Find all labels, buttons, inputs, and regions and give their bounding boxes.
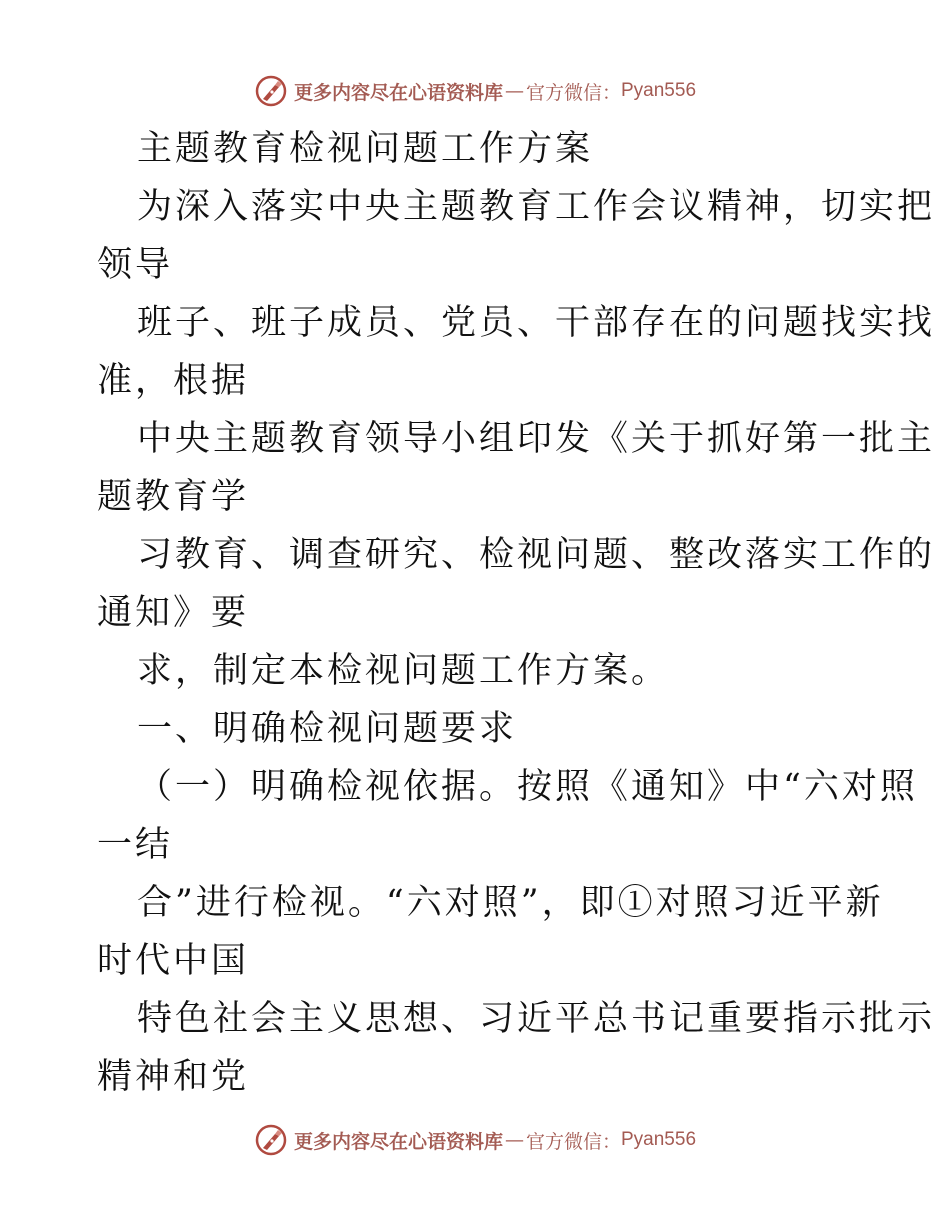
pen-nib-logo-icon [254,1123,288,1157]
document-line: （一）明确检视依据。按照《通知》中“六对照 [137,767,918,807]
banner-wechat-id: Pyan556 [621,1129,697,1150]
document-title: 主题教育检视问题工作方案 [137,129,594,169]
section-heading: 一、明确检视问题要求 [137,709,518,749]
banner-text [294,78,696,105]
pen-nib-logo-icon [254,74,288,108]
document-line: 一结 [97,825,174,865]
banner-site-name: 更多内容尽在心语资料库 [293,1130,503,1153]
document-line: 班子、班子成员、党员、干部存在的问题找实找 [137,303,936,343]
document-line: 中央主题教育领导小组印发《关于抓好第一批主 [137,419,936,459]
banner-official-label: 官方微信： [525,1130,621,1153]
document-line: 领导 [97,245,174,285]
footer-banner [0,1120,950,1160]
banner-text [294,1127,696,1154]
document-line: 为深入落实中央主题教育工作会议精神，切实把 [137,187,936,227]
document-line: 题教育学 [97,477,250,517]
document-line: 准，根据 [97,361,250,401]
document-line: 习教育、调查研究、检视问题、整改落实工作的 [137,535,936,575]
document-line: 求，制定本检视问题工作方案。 [137,651,670,691]
document-line: 合”进行检视。“六对照”，即①对照习近平新 [137,883,884,923]
document-line: 特色社会主义思想、习近平总书记重要指示批示 [137,999,936,1039]
document-line: 精神和党 [97,1057,250,1097]
header-banner [0,71,950,111]
banner-official-label: 官方微信： [525,81,621,104]
banner-wechat-id: Pyan556 [621,80,697,101]
banner-dash: — [504,80,524,102]
document-line: 时代中国 [97,941,250,981]
banner-site-name: 更多内容尽在心语资料库 [293,81,503,104]
document-body [97,120,936,1106]
banner-dash: — [504,1129,524,1151]
document-line: 通知》要 [97,593,250,633]
